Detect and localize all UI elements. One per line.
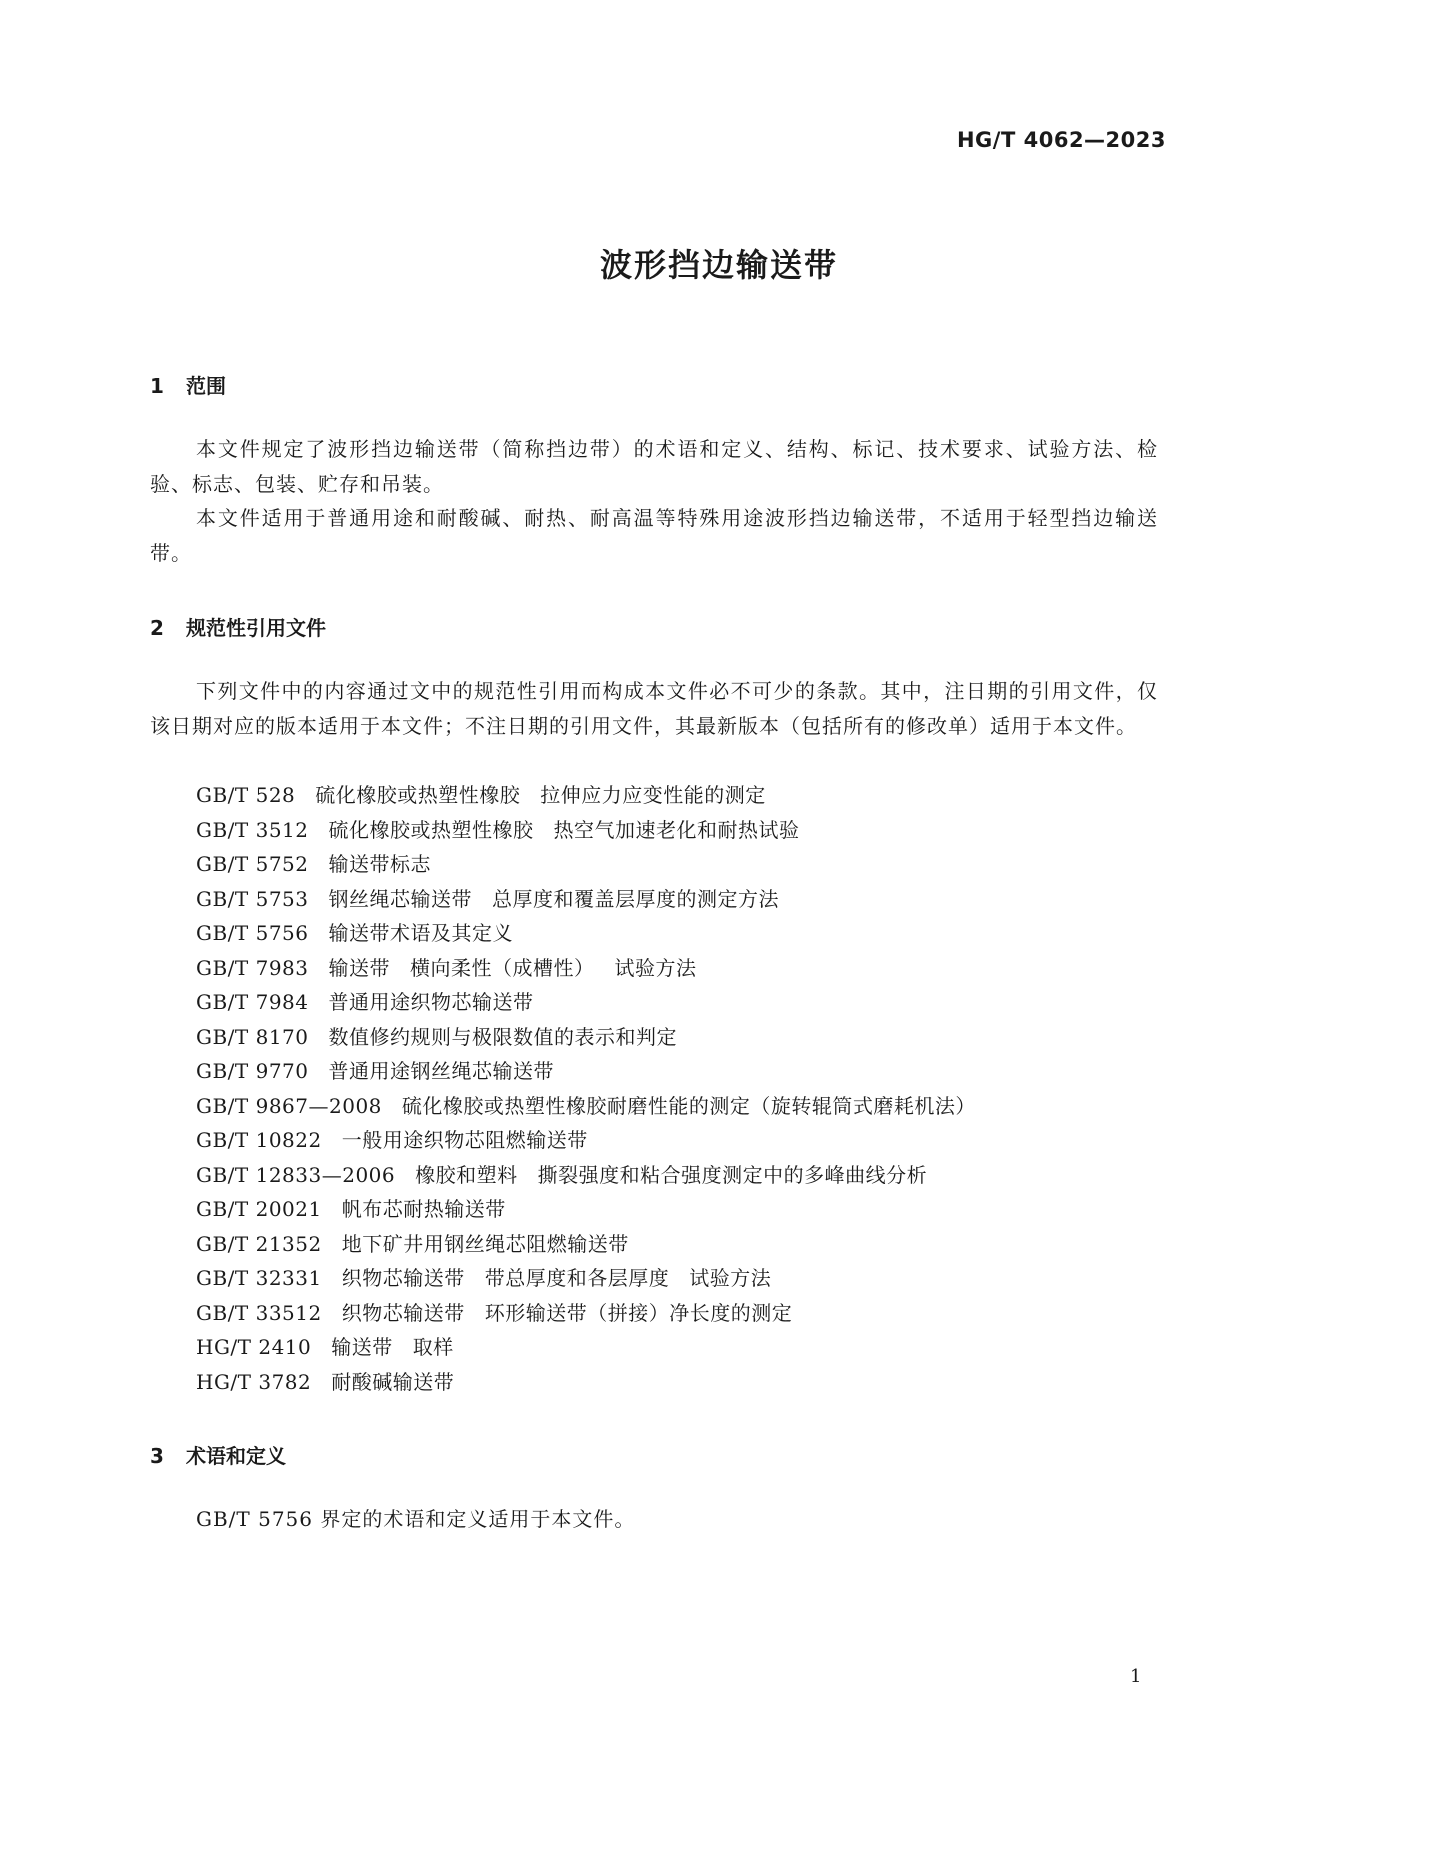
reference-code: HG/T 2410 bbox=[196, 1335, 312, 1359]
reference-title: 地下矿井用钢丝绳芯阻燃输送带 bbox=[341, 1231, 629, 1256]
reference-code: GB/T 8170 bbox=[196, 1024, 309, 1049]
list-item bbox=[196, 1330, 1016, 1365]
page-number: 1 bbox=[1130, 1666, 1142, 1687]
section-number: 1 bbox=[150, 374, 164, 398]
list-item bbox=[196, 1123, 1016, 1158]
paragraph: 下列文件中的内容通过文中的规范性引用而构成本文件必不可少的条款。其中，注日期的引用文件，仅该日期对应的版本适用于本文件；不注日期的引用文件，其最新版本（包括所有的修改单）适用于本文件。 bbox=[150, 679, 1158, 738]
reference-code: GB/T 3512 bbox=[196, 817, 309, 842]
list-item bbox=[196, 985, 1016, 1020]
reference-title: 硫化橡胶或热塑性橡胶耐磨性能的测定（旋转辊筒式磨耗机法） bbox=[401, 1093, 976, 1118]
reference-code: HG/T 3782 bbox=[196, 1369, 312, 1394]
reference-code: GB/T 5753 bbox=[196, 886, 309, 911]
list-item bbox=[196, 1227, 1016, 1262]
section-title: 术语和定义 bbox=[186, 1444, 286, 1468]
list-item bbox=[196, 1261, 1016, 1296]
reference-title: 硫化橡胶或热塑性橡胶 bbox=[315, 783, 521, 807]
reference-subtitle: 撕裂强度和粘合强度测定中的多峰曲线分析 bbox=[537, 1162, 928, 1187]
reference-code: GB/T 10822 bbox=[196, 1128, 322, 1152]
reference-code: GB/T 21352 bbox=[196, 1231, 322, 1256]
reference-subtitle: 横向柔性（成槽性） bbox=[410, 955, 595, 980]
list-item bbox=[196, 1054, 1016, 1089]
list-item bbox=[196, 1192, 1016, 1227]
reference-code: GB/T 7983 bbox=[196, 955, 309, 980]
section-heading bbox=[150, 370, 226, 399]
reference-code: GB/T 9770 bbox=[196, 1059, 309, 1083]
reference-code: GB/T 12833—2006 bbox=[196, 1162, 396, 1187]
paragraph: 本文件规定了波形挡边输送带（简称挡边带）的术语和定义、结构、标记、技术要求、试验方法、检验、标志、包装、贮存和吊装。 bbox=[150, 437, 1158, 496]
reference-subtitle: 总厚度和覆盖层厚度的测定方法 bbox=[492, 886, 780, 911]
reference-code: GB/T 9867—2008 bbox=[196, 1093, 382, 1118]
reference-title: 输送带术语及其定义 bbox=[328, 921, 514, 945]
section-heading bbox=[150, 1440, 286, 1469]
reference-title: 输送带 bbox=[331, 1335, 393, 1359]
list-item bbox=[196, 882, 1016, 917]
reference-subtitle: 热空气加速老化和耐热试验 bbox=[553, 817, 800, 842]
reference-title: 普通用途钢丝绳芯输送带 bbox=[328, 1059, 555, 1083]
reference-subtitle: 带总厚度和各层厚度 bbox=[484, 1266, 670, 1290]
reference-title: 橡胶和塑料 bbox=[415, 1162, 518, 1187]
section-title: 规范性引用文件 bbox=[186, 616, 326, 640]
section-heading bbox=[150, 612, 326, 641]
reference-title: 普通用途织物芯输送带 bbox=[328, 990, 534, 1014]
reference-title: 输送带标志 bbox=[328, 852, 432, 876]
reference-subtitle: 拉伸应力应变性能的测定 bbox=[540, 783, 766, 807]
list-item bbox=[196, 847, 1016, 882]
reference-subtitle: 试验方法 bbox=[689, 1266, 772, 1290]
reference-code: GB/T 20021 bbox=[196, 1197, 322, 1221]
section-number: 2 bbox=[150, 616, 164, 640]
standard-code: HG/T 4062—2023 bbox=[956, 128, 1166, 152]
reference-title: 输送带 bbox=[328, 955, 391, 980]
reference-code: GB/T 7984 bbox=[196, 990, 309, 1014]
reference-subtitle: 试验方法 bbox=[614, 955, 697, 980]
reference-title: 织物芯输送带 bbox=[341, 1266, 465, 1290]
reference-subtitle: 环形输送带（拼接）净长度的测定 bbox=[484, 1300, 793, 1325]
section-number: 3 bbox=[150, 1444, 164, 1468]
reference-subtitle: 取样 bbox=[412, 1335, 454, 1359]
list-item bbox=[196, 951, 1016, 986]
list-item bbox=[196, 1365, 1016, 1400]
section-title: 范围 bbox=[186, 374, 226, 398]
paragraph: GB/T 5756 界定的术语和定义适用于本文件。 bbox=[196, 1507, 636, 1531]
reference-code: GB/T 5756 bbox=[196, 921, 309, 945]
list-item bbox=[196, 813, 1016, 848]
list-item bbox=[196, 778, 1016, 813]
list-item bbox=[196, 1296, 1016, 1331]
reference-title: 一般用途织物芯阻燃输送带 bbox=[341, 1128, 588, 1152]
reference-title: 织物芯输送带 bbox=[341, 1300, 465, 1325]
paragraph: 本文件适用于普通用途和耐酸碱、耐热、耐高温等特殊用途波形挡边输送带，不适用于轻型挡边输送带。 bbox=[150, 506, 1158, 565]
reference-title: 耐酸碱输送带 bbox=[331, 1369, 455, 1394]
document-title: 波形挡边输送带 bbox=[599, 246, 838, 284]
reference-title: 帆布芯耐热输送带 bbox=[341, 1197, 506, 1221]
reference-code: GB/T 5752 bbox=[196, 852, 309, 876]
reference-code: GB/T 33512 bbox=[196, 1300, 322, 1325]
reference-list bbox=[196, 778, 1016, 1399]
reference-title: 硫化橡胶或热塑性橡胶 bbox=[328, 817, 534, 842]
list-item bbox=[196, 1158, 1016, 1193]
reference-code: GB/T 528 bbox=[196, 783, 296, 807]
reference-code: GB/T 32331 bbox=[196, 1266, 322, 1290]
list-item bbox=[196, 1020, 1016, 1055]
reference-title: 钢丝绳芯输送带 bbox=[328, 886, 473, 911]
list-item bbox=[196, 916, 1016, 951]
reference-title: 数值修约规则与极限数值的表示和判定 bbox=[328, 1024, 678, 1049]
list-item bbox=[196, 1089, 1016, 1124]
